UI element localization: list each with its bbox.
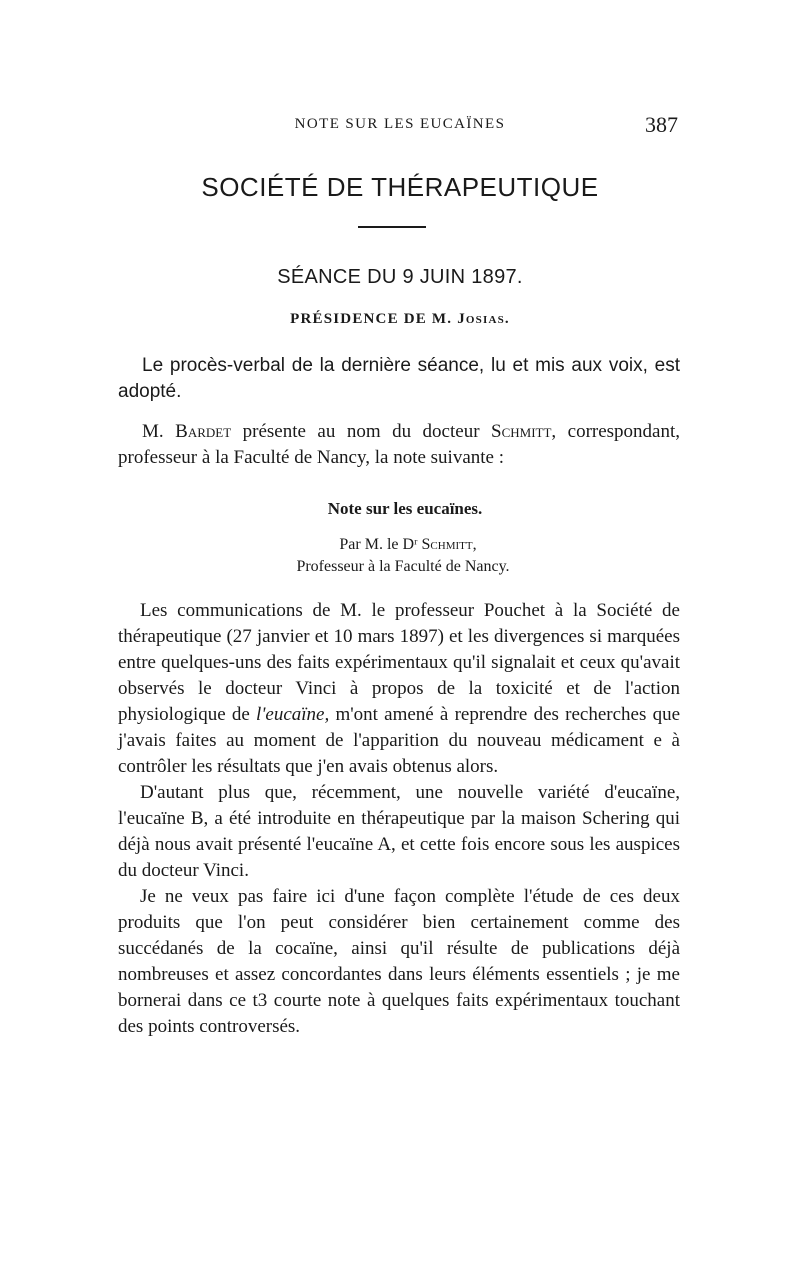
page-header — [0, 112, 800, 142]
article-p1-emphasis: l'eucaïne, — [256, 704, 330, 725]
minutes-paragraph: Le procès-verbal de la dernière séance, lu et mis aux voix, est adopté. — [118, 355, 680, 402]
byline-author: Schmitt, — [421, 536, 477, 553]
presidency-line — [0, 311, 800, 328]
session-heading: SÉANCE DU 9 JUIN 1897. — [277, 266, 523, 288]
intro-mid: présente au nom du docteur — [242, 421, 480, 442]
title-divider — [358, 226, 426, 228]
article-paragraph-2: D'autant plus que, récemment, une nouvelle variété d'eucaïne, l'eucaïne B, a été introduite en thérapeutique par la maison Schering qui déjà nous avait présenté l'eucaïne A, et cette fois encore sous les auspices du docteur Vinci. — [118, 782, 680, 881]
intro-paragraph — [118, 419, 680, 471]
article-p1-start: Les communications de M. le professeur Pouchet à la Société de thérapeutique (27 janvier et 10 mars 1897) et les divergences si marquées entre quelques-uns des faits expérimentaux qu'il signalait et ceux qu'avait observés le docteur Vinci à propos de la toxicité et de l'action physiologique de — [118, 600, 680, 725]
byline-role: Professeur à la Faculté de Nancy. — [296, 558, 510, 575]
society-title: SOCIÉTÉ DE THÉRAPEUTIQUE — [201, 172, 599, 202]
article-body — [118, 598, 680, 1040]
note-title: Note sur les eucaïnes. — [327, 499, 483, 518]
article-p1-end: m'ont amené à reprendre des recherches que j'avais faites au moment de l'apparition du nouveau médicament e à contrôler les résultats que j'en avais obtenus alors. — [118, 704, 680, 777]
intro-rest: , correspondant, professeur à la Faculté de Nancy, la note suivante : — [118, 421, 681, 468]
intro-m: M. — [142, 421, 164, 442]
presidency-name: Josias. — [457, 311, 510, 327]
presidency-prefix: PRÉSIDENCE DE M. — [290, 311, 453, 327]
page-number: 387 — [645, 112, 678, 137]
article-paragraph-3: Je ne veux pas faire ici d'une façon complète l'étude de ces deux produits que l'on peut considérer bien certainement comme des succédanés de la cocaïne, ainsi qu'il résulte de publications déjà nombreuses et assez concordantes dans leurs éléments essentiels ; je me bornerai dans ce t3 courte note à quelques faits expérimentaux touchant des points controversés. — [118, 886, 680, 1037]
intro-schmitt: Schmitt — [491, 421, 552, 442]
byline-author-line — [0, 536, 800, 554]
article-paragraph-1 — [118, 598, 680, 780]
intro-bardet: Bardet — [175, 421, 232, 442]
byline-prefix: Par M. le Dʳ — [339, 536, 418, 553]
running-title: NOTE SUR LES EUCAÏNES — [294, 116, 506, 132]
